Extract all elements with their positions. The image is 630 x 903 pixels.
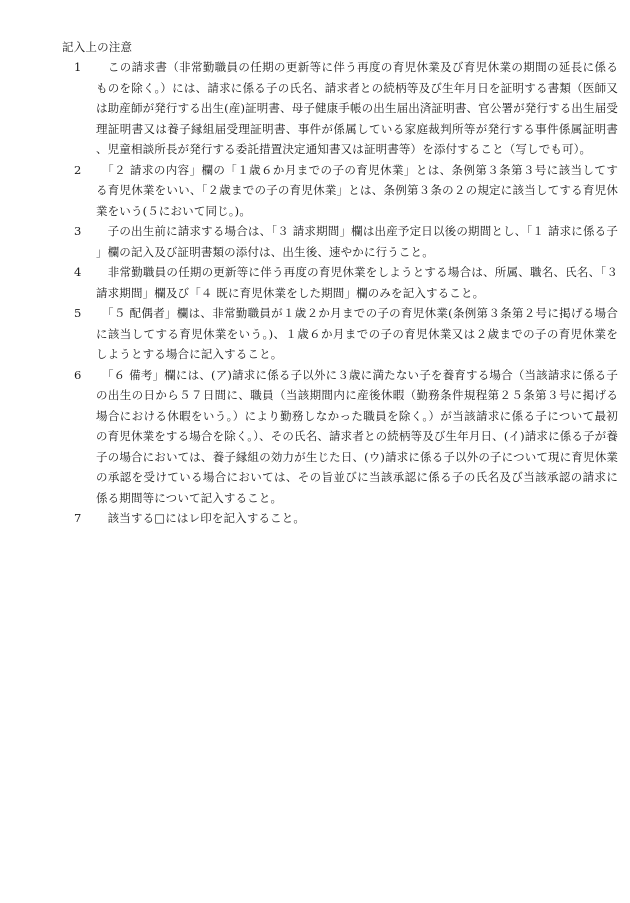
note-item-3 (62, 221, 618, 262)
note-text: 非常勤職員の任期の更新等に伴う再度の育児休業をしようとする場合は、所属、職名、氏名、「３ 請求期間」欄及び「４ 既に育児休業をした期間」欄のみを記入すること。 (96, 265, 618, 300)
notes-list (62, 57, 618, 529)
note-item-7 (62, 508, 618, 529)
note-item-5 (62, 303, 618, 365)
note-text: この請求書（非常勤職員の任期の更新等に伴う再度の育児休業及び育児休業の期間の延長に係るものを除く。）には、請求に係る子の氏名、請求者との続柄等及び生年月日を証明する書類（医師又は助産師が発行する出生(産)証明書、母子健康手帳の出生届出済証明書、官公署が発行する出生届受理証明書又は養子縁組届受理証明書、事件が係属している家庭裁判所等が発行する事件係属証明書、児童相談所長が発行する委託措置決定通知書又は証明書等）を添付すること（写しでも可）。 (96, 60, 618, 156)
note-item-4 (62, 262, 618, 303)
note-item-6 (62, 365, 618, 509)
note-number: 3 (74, 224, 82, 238)
note-text: 「５ 配偶者」欄は、非常勤職員が１歳２か月までの子の育児休業(条例第３条第２号に掲げる場合に該当してする育児休業をいう。)、１歳６か月までの子の育児休業又は２歳までの子の育児休業をしようとする場合に記入すること。 (96, 306, 618, 361)
note-number: 5 (74, 306, 82, 320)
note-text: 「２ 請求の内容」欄の「１歳６か月までの子の育児休業」とは、条例第３条第３号に該当してする育児休業をいい、「２歳までの子の育児休業」とは、条例第３条の２の規定に該当してする育児休業をいう(５において同じ。)。 (96, 162, 618, 218)
note-item-2 (62, 160, 618, 222)
note-item-1 (62, 57, 618, 160)
note-text: 該当する□にはレ印を記入すること。 (96, 511, 306, 525)
notes-section (62, 37, 618, 529)
note-text: 「６ 備考」欄には、(ア)請求に係る子以外に３歳に満たない子を養育する場合（当該請求に係る子の出生の日から５７日間に、職員（当該期間内に産後休暇（勤務条件規程第２５条第３号に掲げる場合における休暇をいう。）により勤務しなかった職員を除く。）が当該請求に係る子について最初の育児休業をする場合を除く。）、その氏名、請求者との続柄等及び生年月日、(イ)請求に係る子が養子の場合においては、養子縁組の効力が生じた日、(ウ)請求に係る子以外の子について現に育児休業の承認を受けている場合においては、その旨並びに当該承認に係る子の氏名及び当該承認の請求に係る期間等について記入すること。 (96, 367, 618, 505)
note-number: 7 (74, 511, 82, 525)
note-number: 6 (74, 367, 82, 382)
note-number: 1 (74, 60, 82, 74)
notes-heading: 記入上の注意 (62, 40, 133, 54)
note-number: 4 (74, 265, 82, 279)
note-text: 子の出生前に請求する場合は、「３ 請求期間」欄は出産予定日以後の期間とし、「１ 請求に係る子」欄の記入及び証明書類の添付は、出生後、速やかに行うこと。 (96, 224, 618, 259)
note-number: 2 (74, 162, 82, 177)
